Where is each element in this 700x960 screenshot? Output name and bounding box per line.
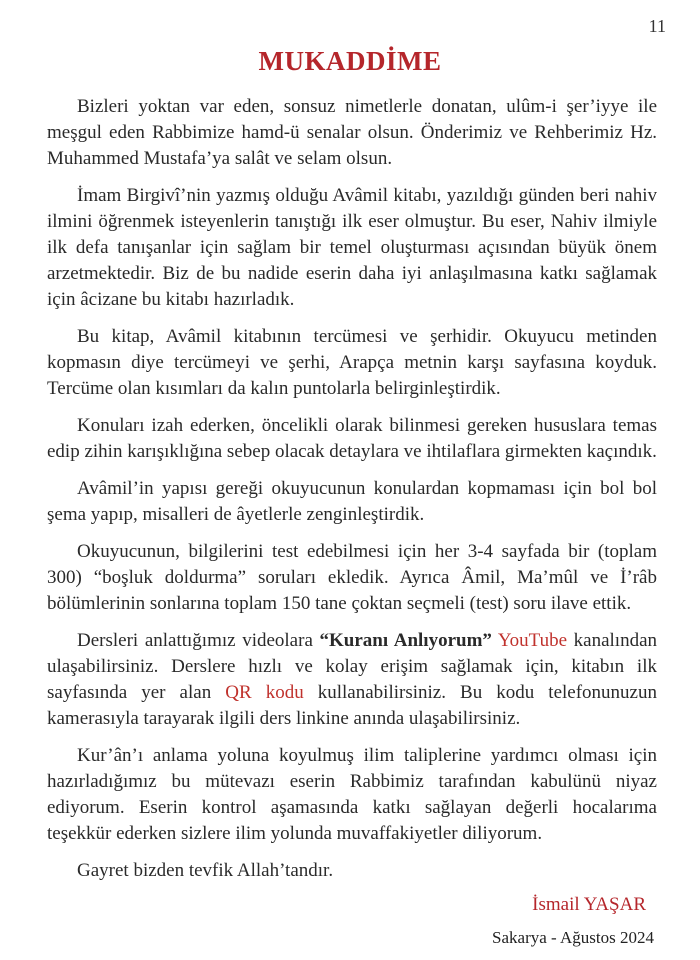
paragraph-7-text-1: Dersleri anlattığımız videolara: [77, 630, 320, 651]
paragraph-7-text-4: kullanabilirsiniz. Bu kodu telefonunuzun kamerasıyla tarayarak ilgili ders linkine anında ulaşabilirsiniz.: [47, 682, 657, 729]
preface-body: [47, 94, 657, 895]
paragraph-6: Okuyucunun, bilgilerini test edebilmesi için her 3-4 sayfada bir (toplam 300) “boşluk doldurma” soruları ekledik. Ayrıca Âmil, Ma’mûl ve İ’râb bölümlerinin sonlarına toplam 150 tane çoktan seçmeli (test) soru ilave ettik.: [47, 541, 657, 614]
paragraph-4: Konuları izah ederken, öncelikli olarak bilinmesi gereken hususlara temas edip zihin karışıklığına sebep olacak detaylara ve ihtilaflara girmekten kaçındık.: [47, 415, 657, 462]
youtube-link[interactable]: YouTube: [497, 630, 568, 651]
paragraph-7: [47, 628, 657, 732]
paragraph-3: Bu kitap, Avâmil kitabının tercümesi ve şerhidir. Okuyucu metinden kopmasın diye tercümeyi ve şerhi, Arapça metnin karşı sayfasına koyduk. Tercüme olan kısımları da kalın puntolarla belirginleştirdik.: [47, 326, 657, 399]
paragraph-5: Avâmil’in yapısı gereği okuyucunun konulardan kopmaması için bol bol şema yapıp, misalleri de âyetlerle zenginleştirdik.: [47, 478, 657, 525]
paragraph-9: Gayret bizden tevfik Allah’tandır.: [77, 860, 334, 881]
channel-name: “Kuranı Anlıyorum”: [319, 630, 492, 651]
paragraph-1: Bizleri yoktan var eden, sonsuz nimetlerle donatan, ulûm-i şer’iyye ile meşgul eden Rabbimize hamd-ü senalar olsun. Önderimiz ve Rehberimiz Hz. Muhammed Mustafa’ya salât ve selam olsun.: [47, 96, 657, 169]
page-title: MUKADDİME: [258, 46, 442, 76]
qr-code-link[interactable]: QR kodu: [225, 682, 304, 703]
paragraph-8: Kur’ân’ı anlama yoluna koyulmuş ilim taliplerine yardımcı olması için hazırladığımız bu mütevazı eserin Rabbimiz tarafından kabulünü niyaz ediyorum. Eserin kontrol aşamasında katkı sağlayan değerli hocalarıma teşekkür ederken sizlere ilim yolunda muvaffakiyetler diliyorum.: [47, 745, 657, 844]
paragraph-2: İmam Birgivî’nin yazmış olduğu Avâmil kitabı, yazıldığı günden beri nahiv ilmini öğrenmek isteyenlerin tanıştığı ilk eser olmuştur. Bu eser, Nahiv ilmiyle ilk defa tanışanlar için sağlam bir temel oluşturması açısından büyük önem arzetmektedir. Biz de bu nadide eserin daha iyi anlaşılmasına katkı sağlamak için âcizane bu kitabı hazırladık.: [47, 185, 657, 310]
author-signature: İsmail YAŞAR: [532, 894, 646, 915]
page-number: 11: [648, 16, 666, 36]
place-date: Sakarya - Ağustos 2024: [492, 928, 654, 947]
paragraph-7-text-3: kanalından ulaşabilirsiniz. Derslere hızlı ve kolay erişim sağlamak için, kitabın ilk sayfasında yer alan: [47, 630, 657, 703]
